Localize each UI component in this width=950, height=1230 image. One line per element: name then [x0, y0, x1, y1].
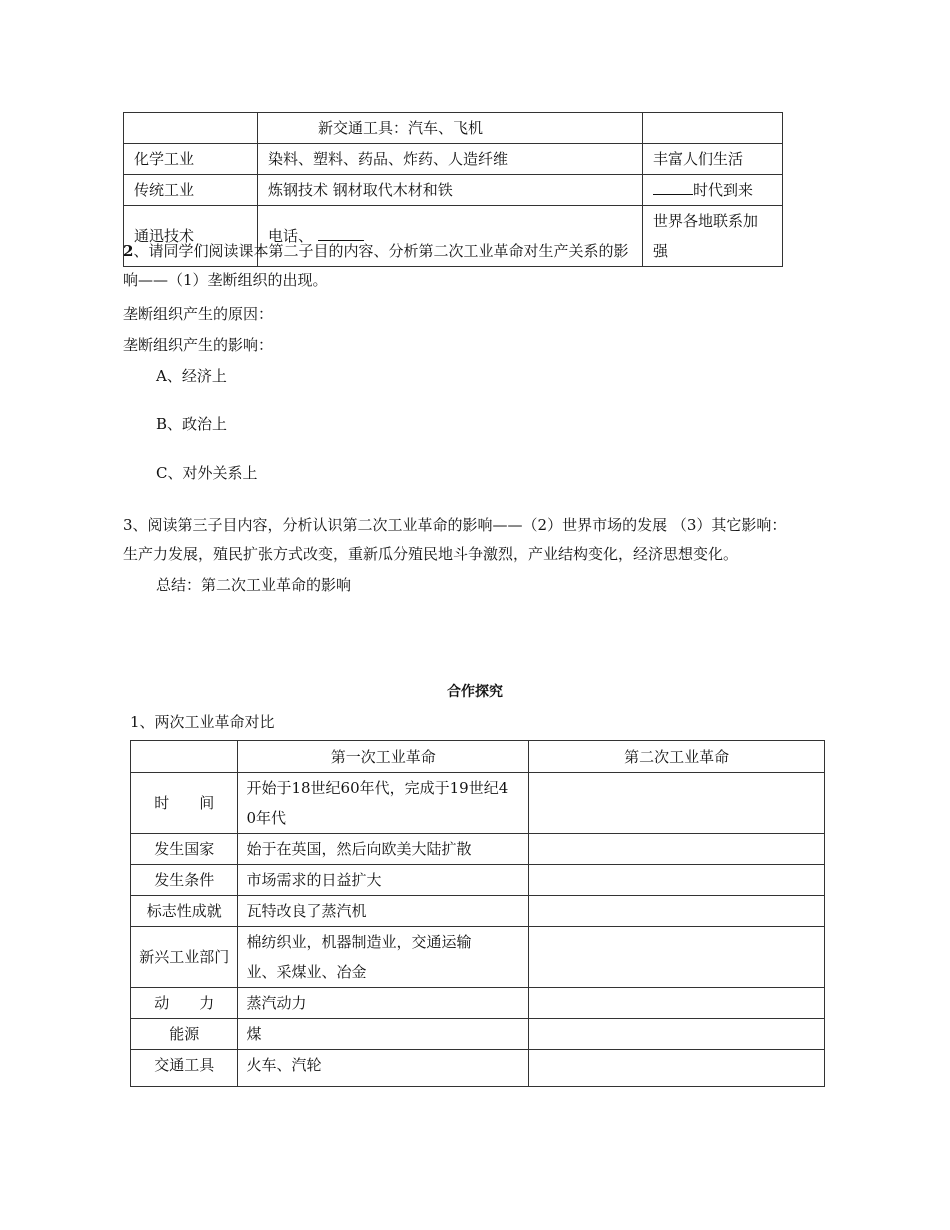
table-row [131, 865, 825, 896]
table-cell [643, 113, 783, 144]
monopoly-cause: 垄断组织产生的原因： [123, 305, 274, 323]
table-row [124, 144, 783, 175]
table-row [131, 1050, 825, 1087]
table-cell [529, 988, 825, 1019]
table-cell: 炼钢技术 钢材取代木材和铁 [258, 175, 643, 206]
cell-text: 棉纺织业，机器制造业，交通运输 [246, 933, 472, 951]
table-cell: 染料、塑料、药品、炸药、人造纤维 [258, 144, 643, 175]
section2-line1 [123, 241, 628, 261]
table-header-cell: 第一次工业革命 [238, 741, 529, 773]
table-row [131, 1019, 825, 1050]
table-cell [529, 773, 825, 834]
section3-summary: 总结：第二次工业革命的影响 [156, 576, 352, 594]
impact-item: A、经济上 [156, 367, 227, 385]
table-cell: 通迅技术 [124, 206, 258, 267]
section-subheading: 1、两次工业革命对比 [130, 713, 275, 731]
table-cell: 煤 [238, 1019, 529, 1050]
table-cell [529, 1019, 825, 1050]
table-cell: 火车、汽轮 [238, 1050, 529, 1087]
table-header-cell [131, 741, 238, 773]
table-row [131, 834, 825, 865]
fill-blank [653, 180, 693, 195]
monopoly-impact: 垄断组织产生的影响： [123, 336, 274, 354]
table-cell: 传统工业 [124, 175, 258, 206]
table-cell [529, 865, 825, 896]
table-cell [643, 175, 783, 206]
section3-line1: 3、阅读第三子目内容，分析认识第二次工业革命的影响——（2）世界市场的发展 （3）其它影响： [123, 516, 787, 534]
table-cell [529, 927, 825, 988]
table-cell: 能源 [131, 1019, 238, 1050]
table-cell: 发生国家 [131, 834, 238, 865]
table-row [131, 773, 825, 834]
table-header-row [131, 741, 825, 773]
table-row [131, 988, 825, 1019]
table-cell [529, 896, 825, 927]
cell-text: 开始于18世纪60年代，完成于19世纪4 [246, 779, 509, 797]
table-cell [529, 1050, 825, 1087]
impact-item: C、对外关系上 [156, 464, 258, 482]
table-cell: 标志性成就 [131, 896, 238, 927]
table-cell [238, 927, 529, 988]
table-cell: 市场需求的日益扩大 [238, 865, 529, 896]
table-cell: 瓦特改良了蒸汽机 [238, 896, 529, 927]
cell-text: 时代到来 [693, 181, 754, 199]
section-number: 2 [123, 242, 134, 260]
table-row [131, 896, 825, 927]
cell-text: 业、采煤业、冶金 [246, 963, 367, 981]
section-text: 、请同学们阅读课本第二子目的内容、分析第二次工业革命对生产关系的影 [133, 242, 629, 260]
table-cell [238, 773, 529, 834]
table-cell: 时 间 [131, 773, 238, 834]
comparison-table [130, 740, 825, 1087]
table-cell: 化学工业 [124, 144, 258, 175]
table-cell: 交通工具 [131, 1050, 238, 1087]
table-cell: 世界各地联系加强 [643, 206, 783, 267]
table-cell: 蒸汽动力 [238, 988, 529, 1019]
table-cell: 动 力 [131, 988, 238, 1019]
table-cell: 丰富人们生活 [643, 144, 783, 175]
section2-line2: 响——（1）垄断组织的出现。 [123, 271, 328, 289]
table-cell: 始于在英国，然后向欧美大陆扩散 [238, 834, 529, 865]
impact-item: B、政治上 [156, 415, 228, 433]
table-header-cell: 第二次工业革命 [529, 741, 825, 773]
cell-text: 0年代 [246, 809, 287, 827]
section-heading: 合作探究 [447, 684, 503, 700]
table-cell: 新交通工具：汽车、飞机 [258, 113, 643, 144]
cell-text: 电话、 [268, 227, 314, 245]
table-row [131, 927, 825, 988]
fill-blank [318, 226, 364, 241]
table-cell [124, 113, 258, 144]
table-row [124, 113, 783, 144]
table-cell: 发生条件 [131, 865, 238, 896]
table-cell [529, 834, 825, 865]
table-row [124, 175, 783, 206]
section3-line2: 生产力发展，殖民扩张方式改变，重新瓜分殖民地斗争激烈，产业结构变化，经济思想变化。 [123, 545, 739, 563]
table-cell: 新兴工业部门 [131, 927, 238, 988]
